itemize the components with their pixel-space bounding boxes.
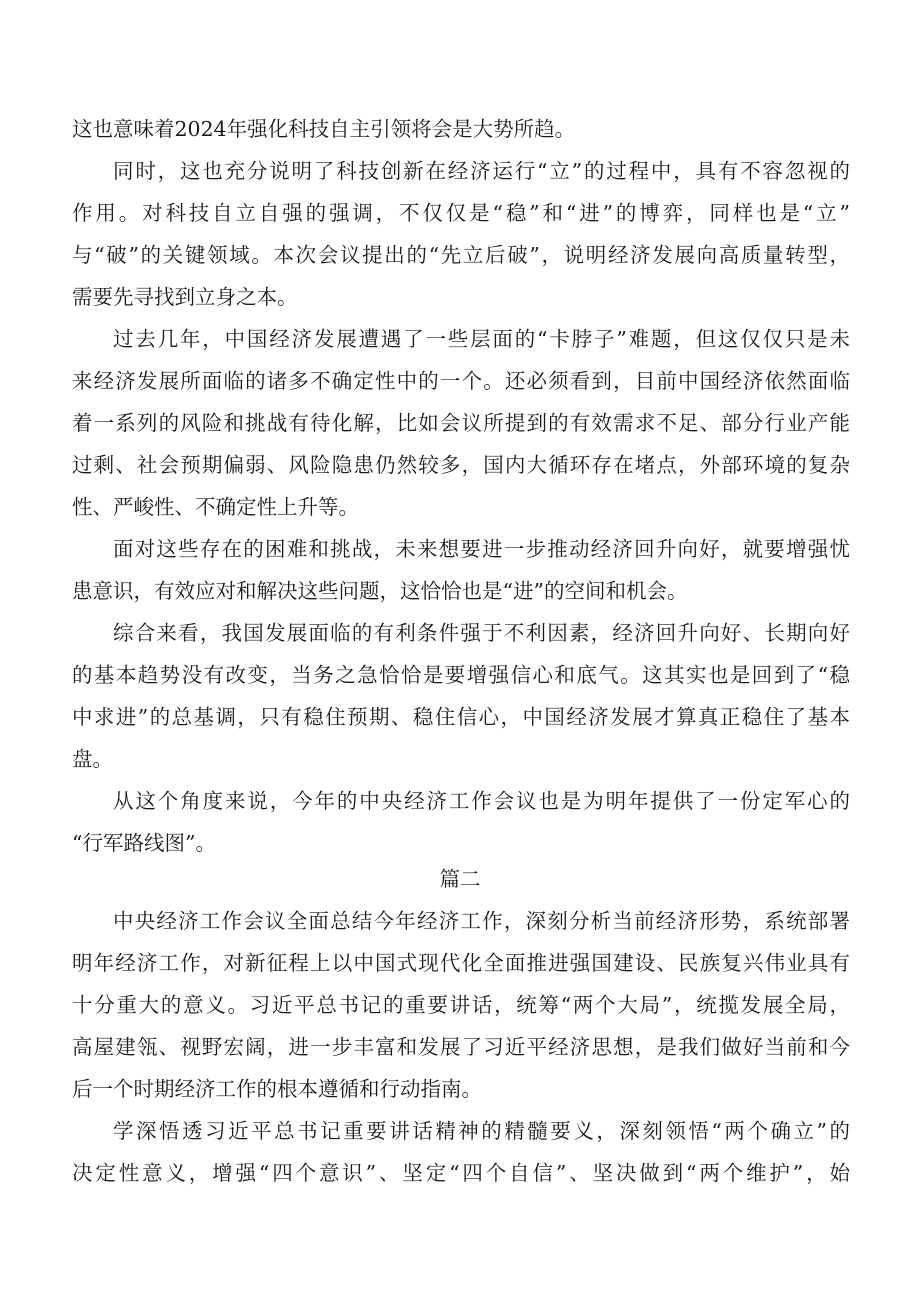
text-line: “行军路线图”。 — [72, 831, 216, 855]
text-line: 来经济发展所面临的诸多不确定性中的一个。还必须看到，目前中国经济依然面临 — [72, 369, 850, 393]
text-line: 需要先寻找到立身之本。 — [72, 285, 298, 309]
text-line: 患意识，有效应对和解决这些问题，这恰恰也是“进”的空间和机会。 — [72, 579, 688, 603]
text-line: 后一个时期经济工作的根本遵循和行动指南。 — [72, 1077, 482, 1101]
text-line: 过剩、社会预期偏弱、风险隐患仍然较多，国内大循环存在堵点，外部环境的复杂 — [72, 453, 850, 477]
text-line: 的基本趋势没有改变，当务之急恰恰是要增强信心和底气。这其实也是回到了“稳 — [72, 663, 850, 687]
text-line: 从这个角度来说，今年的中央经济工作会议也是为明年提供了一份定军心的 — [113, 789, 850, 813]
text-line: 性、严峻性、不确定性上升等。 — [72, 495, 359, 519]
text-line: 过去几年，中国经济发展遭遇了一些层面的“卡脖子”难题，但这仅仅只是未 — [113, 327, 850, 351]
text-line: 作用。对科技自立自强的强调，不仅仅是“稳”和“进”的博弈，同样也是“立” — [72, 201, 850, 225]
text-line: 这也意味着2024年强化科技自主引领将会是大势所趋。 — [72, 117, 576, 141]
text-line: 决定性意义，增强“四个意识”、坚定“四个自信”、坚决做到“两个维护”，始 — [72, 1161, 850, 1185]
section-heading: 篇二 — [439, 867, 481, 891]
text-line: 综合来看，我国发展面临的有利条件强于不利因素，经济回升向好、长期向好 — [113, 621, 850, 645]
text-line: 明年经济工作，对新征程上以中国式现代化全面推进强国建设、民族复兴伟业具有 — [72, 951, 850, 975]
text-line: 学深悟透习近平总书记重要讲话精神的精髓要义，深刻领悟“两个确立”的 — [113, 1119, 850, 1143]
text-line: 中央经济工作会议全面总结今年经济工作，深刻分析当前经济形势，系统部署 — [113, 909, 850, 933]
text-line: 同时，这也充分说明了科技创新在经济运行“立”的过程中，具有不容忽视的 — [113, 159, 850, 183]
text-line: 高屋建瓴、视野宏阔，进一步丰富和发展了习近平经济思想，是我们做好当前和今 — [72, 1035, 850, 1059]
text-line: 着一系列的风险和挑战有待化解，比如会议所提到的有效需求不足、部分行业产能 — [72, 411, 850, 435]
text-line: 与“破”的关键领域。本次会议提出的“先立后破”，说明经济发展向高质量转型， — [72, 243, 850, 267]
text-line: 十分重大的意义。习近平总书记的重要讲话，统筹“两个大局”，统揽发展全局， — [72, 993, 850, 1017]
text-line: 盘。 — [72, 747, 113, 771]
text-line: 中求进”的总基调，只有稳住预期、稳住信心，中国经济发展才算真正稳住了基本 — [72, 705, 850, 729]
text-line: 面对这些存在的困难和挑战，未来想要进一步推动经济回升向好，就要增强忧 — [113, 537, 850, 561]
